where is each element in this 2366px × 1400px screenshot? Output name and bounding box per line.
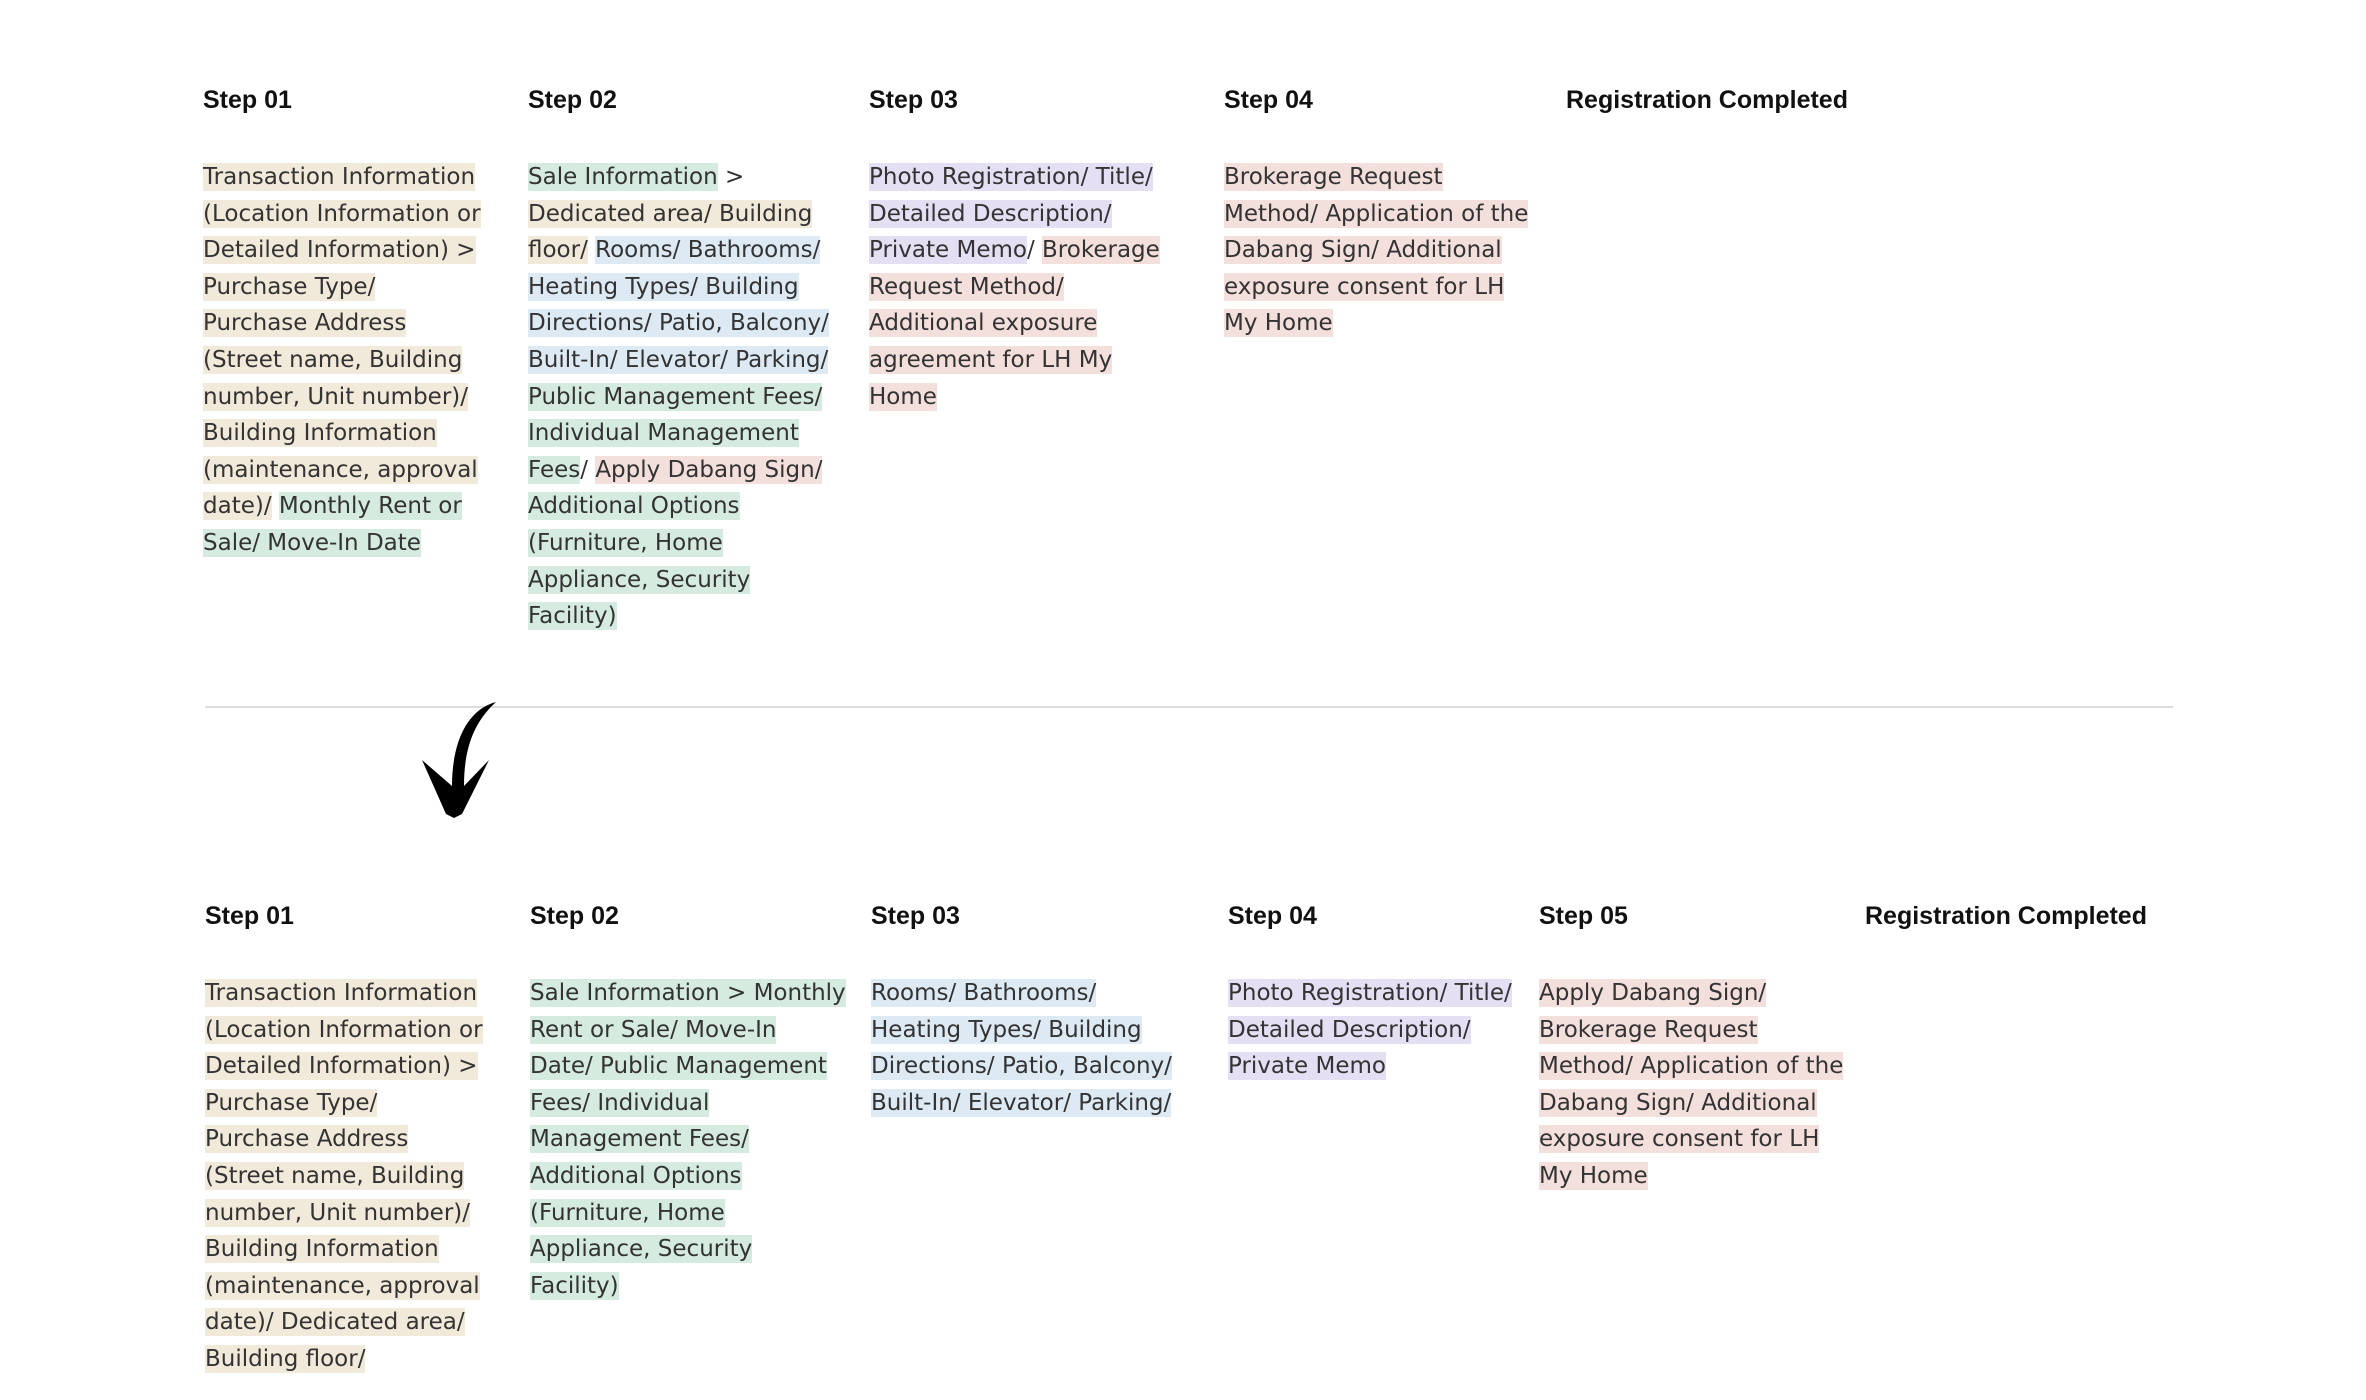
step-title: Step 04 [1228, 902, 1317, 930]
step-description [871, 975, 1191, 1121]
before-step-03 [869, 86, 1175, 415]
before-step-04 [1224, 86, 1536, 342]
text-segment: Photo Registration/ Title/ Detailed Description/ Private Memo [1228, 980, 1512, 1080]
after-step-04 [1228, 902, 1528, 1085]
step-description [528, 159, 844, 635]
text-segment: Brokerage Request Method/ Additional exposure agreement for LH My Home [869, 237, 1160, 410]
text-segment: Additional Options (Furniture, Home Appliance, Security Facility) [528, 493, 751, 630]
divider-line [205, 706, 2173, 708]
step-title: Step 04 [1224, 86, 1313, 114]
step-description [869, 159, 1175, 415]
before-step-02 [528, 86, 844, 635]
after-step-03 [871, 902, 1191, 1121]
text-segment: Apply Dabang Sign/ Brokerage Request Method/ Application of the Dabang Sign/ Additional exposure consent for LH My Home [1539, 980, 1844, 1189]
before-step-01 [203, 86, 481, 562]
text-segment: Sale Information > Monthly Rent or Sale/ Move-In Date/ Public Management Fees/ Individual Management Fees/ Additional Options (Furniture, Home Appliance, Security Facility) [530, 980, 846, 1299]
curved-down-arrow-icon [410, 700, 498, 820]
text-segment: Sale Information [528, 164, 718, 190]
text-segment: Transaction Information (Location Information or Detailed Information) > Purchase Type/ Purchase Address (Street name, Building number, Unit number)/ Building Information (maintenance, approval date)/ Dedicated area/ Building floor/ [205, 980, 483, 1372]
text-segment: Brokerage Request Method/ Application of the Dabang Sign/ Additional exposure consent for LH My Home [1224, 164, 1529, 337]
text-segment: Photo Registration/ Title/ Detailed Description/ Private Memo [869, 164, 1153, 264]
text-segment: Public Management Fees/ Individual Management Fees [528, 383, 823, 483]
after-registration-completed [1865, 902, 2185, 975]
text-segment [272, 492, 279, 520]
text-segment: Transaction Information (Location Information or Detailed Information) > Purchase Type/ Purchase Address (Street name, Building number, Unit number)/ Building Information (maintenance, approval date)/ [203, 164, 481, 520]
text-segment: / [1026, 237, 1043, 264]
step-description [1224, 159, 1536, 342]
after-step-05 [1539, 902, 1855, 1195]
step-title: Step 05 [1539, 902, 1628, 930]
text-segment: Dedicated area/ Building floor/ [528, 200, 813, 264]
step-description [530, 975, 846, 1304]
step-title: Registration Completed [1865, 902, 2147, 930]
step-title: Step 02 [530, 902, 619, 930]
step-description [1228, 975, 1528, 1085]
step-title: Step 01 [203, 86, 292, 114]
before-registration-completed [1566, 86, 1886, 159]
step-title: Step 01 [205, 902, 294, 930]
step-title: Registration Completed [1566, 86, 1848, 114]
text-segment: Rooms/ Bathrooms/ Heating Types/ Building Directions/ Patio, Balcony/ Built-In/ Elevator/ Parking/ [871, 980, 1172, 1116]
text-segment: Apply Dabang Sign/ [595, 456, 823, 483]
step-description [1539, 975, 1855, 1195]
after-step-01 [205, 902, 483, 1378]
step-description [205, 975, 483, 1378]
step-title: Step 02 [528, 86, 617, 114]
text-segment: Monthly Rent or Sale/ Move-In Date [203, 493, 462, 556]
text-segment: Rooms/ Bathrooms/ Heating Types/ Building Directions/ Patio, Balcony/ Built-In/ Elevator/ Parking/ [528, 237, 829, 373]
step-title: Step 03 [869, 86, 958, 114]
text-segment: / [580, 456, 596, 483]
step-description [203, 159, 481, 562]
after-step-02 [530, 902, 846, 1304]
text-segment: > [717, 164, 745, 190]
step-title: Step 03 [871, 902, 960, 930]
